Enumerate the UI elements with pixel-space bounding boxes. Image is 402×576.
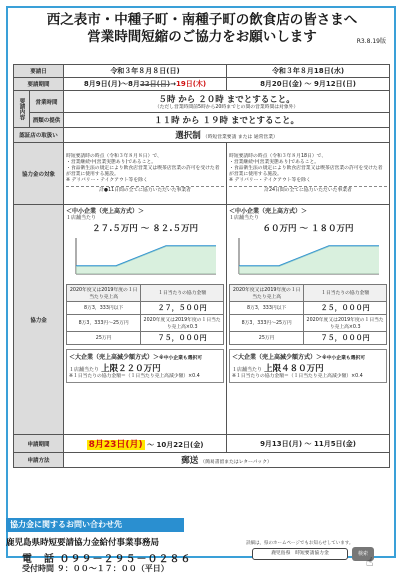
target1-line3: ・食品衛生法の規定により飲食店営業又は喫茶店営業の許可を受けた者が営業に使用する施設。 <box>66 165 220 177</box>
large-head-1: ＜大企業（売上高減少額方式）＞ <box>69 353 160 361</box>
large-per-1: １店舗当たり <box>69 366 100 373</box>
detail-note: 詳細は，県のホームページでもお知らせしています。 <box>246 541 354 546</box>
large-box-1 <box>66 349 224 383</box>
amount-1 <box>64 205 227 435</box>
table-cell: 25万円 <box>230 331 304 344</box>
sme-table2-h1: 2020年度又は2019年度の１日当たり売上高 <box>230 284 304 301</box>
search-input[interactable]: 鹿児島県 時短要請協力金 <box>252 548 348 560</box>
period1-new-end: 19日(木) <box>175 80 207 88</box>
sme-graph-2 <box>229 234 384 280</box>
target-1 <box>64 143 227 205</box>
method-value: 郵送 <box>181 456 199 466</box>
period-label: 要請期間 <box>14 78 64 91</box>
alcohol-value: １１時 から １９時 までとすること。 <box>64 113 390 128</box>
hours-line <box>22 563 169 574</box>
large-calc-2: ※１日当たりの協力金額＝（１日当たり売上高減少額）×0.4 <box>232 373 363 379</box>
sme-per-1: １店舗当たり <box>66 215 97 221</box>
certified-value: 選択制 <box>175 131 201 141</box>
target1-line1: 時短要請時の時点（令和３年８月８日）で、 <box>66 153 162 159</box>
target2-line2: ・営業継続中(営業実態あり)であること。 <box>229 159 320 165</box>
sme-head-2: ＜中小企業（売上高方式）＞ <box>229 208 308 215</box>
large-limit-1: 上限２２０万円 <box>101 363 161 374</box>
title-line2: 営業時間短縮のご協力をお願いします <box>87 29 317 45</box>
hours-note: （ただし営業時間前5時から20時までとの間の営業時間は対象外） <box>154 104 299 110</box>
hours-cell <box>64 91 390 113</box>
target2-line3: ・食品衛生法の規定により飲食店営業又は喫茶店営業の許可を受けた者が営業に使用する施設。 <box>229 165 383 177</box>
large-head-2: ＜大企業（売上高減少額方式）＞ <box>232 353 323 361</box>
table-cell: ７５，０００円 <box>141 331 224 344</box>
office-name: 鹿児島県時短要請協力金給付事業事務局 <box>6 538 160 548</box>
table-cell: 8万3，333円～25万円 <box>230 314 304 331</box>
contents-vertical-label: 要請内容 <box>14 91 30 128</box>
apply1-end: ～ 10月22日(金) <box>147 441 204 449</box>
target-label: 協力金の対象 <box>14 143 64 205</box>
method-note: （簡易書留またはレターパック） <box>200 460 272 465</box>
certified-note: （時短営業要請 または 通常営業） <box>202 135 278 140</box>
pointer-cursor-icon: ☝ <box>366 555 374 569</box>
phone-label: 電 話 <box>22 554 55 565</box>
page-title <box>14 12 390 46</box>
request-date-2: 令和３年８月18日(水) <box>227 65 390 78</box>
sme-graph-1 <box>66 234 221 280</box>
large-calc-1: ※１日当たりの協力金額＝（１日当たり売上高減少額）×0.4 <box>69 373 200 379</box>
table-cell: ２５，０００円 <box>304 301 387 314</box>
large-box-2 <box>229 349 387 383</box>
alcohol-label: 酒類の提供 <box>30 113 64 128</box>
table-cell: 8万3，333円以下 <box>230 301 304 314</box>
target1-days: 計●11日間の全てに協力いただいた事業者 <box>66 186 224 194</box>
version-label: R3.8.19版 <box>356 38 386 45</box>
sme-range-1: ２７.５万円 ～ ８２.５万円 <box>92 223 198 234</box>
method-cell <box>64 453 390 468</box>
sme-per-2: １店舗当たり <box>229 215 260 221</box>
amount-label: 協力金 <box>14 205 64 435</box>
table-cell: 2020年度又は2019年度の１日当たり売上高×0.3 <box>304 314 387 331</box>
table-cell: 25万円 <box>67 331 141 344</box>
table-cell: 8万3，333円以下 <box>67 301 141 314</box>
certified-cell <box>64 128 390 143</box>
hours-value: ５時 から ２０時 までとすること。 <box>158 94 295 105</box>
table-cell: 2020年度又は2019年度の１日当たり売上高×0.3 <box>141 314 224 331</box>
sme-table2-h2: １日当たりの協力金額 <box>304 284 387 301</box>
table-cell: 8万3，333円～25万円 <box>67 314 141 331</box>
sme-table-2 <box>229 284 387 345</box>
period1-struck: 22日(日) <box>139 80 171 88</box>
apply-period-1 <box>64 435 227 453</box>
table-cell: ７５，０００円 <box>304 331 387 344</box>
request-date-1: 令和３年８月８日(日) <box>64 65 227 78</box>
request-table <box>13 64 390 468</box>
target2-days: 計24日間の全てに協力いただいた事業者 <box>229 186 387 194</box>
table-cell: ２７，５００円 <box>141 301 224 314</box>
title-line1: 西之表市・中種子町・南種子町の飲食店の皆さまへ <box>46 12 358 28</box>
amount-2 <box>227 205 390 435</box>
phone-number: ０９９－２９５－０２８６ <box>59 554 192 565</box>
sme-table1-h2: １日当たりの協力金額 <box>141 284 224 301</box>
target1-line4: ※ デリバリー・テイクアウト等を除く <box>66 177 148 183</box>
contact-bar: 協力金に関するお問い合わせ先 <box>6 518 184 532</box>
method-label: 申請方法 <box>14 453 64 468</box>
request-date-label: 要請日 <box>14 65 64 78</box>
target2-line1: 時短要請時の時点（令和３年８月18日）で、 <box>229 153 327 159</box>
search-button[interactable]: 検索 <box>352 547 374 561</box>
large-note-2: ※中小企業も選択可 <box>322 355 366 361</box>
target2-line4: ※ デリバリー・テイクアウト等を除く <box>229 177 311 183</box>
sme-head-1: ＜中小企業（売上高方式）＞ <box>66 208 145 215</box>
sme-table-1 <box>66 284 224 345</box>
apply1-start: 8月23日(月) <box>88 440 143 450</box>
reception-hours-label: 受付時間 <box>22 564 54 573</box>
large-note-1: ※中小企業も選択可 <box>159 355 203 361</box>
target1-line2: ・営業継続中(営業実態あり)であること。 <box>66 159 157 165</box>
apply-label: 申請期間 <box>14 435 64 453</box>
sme-table1-h1: 2020年度又は2019年度の１日当たり売上高 <box>67 284 141 301</box>
period1-start: 8月9日(月)～8月 <box>83 80 140 88</box>
period-1 <box>64 78 227 91</box>
large-limit-2: 上限４８０万円 <box>264 363 324 374</box>
sme-range-2: ６０万円 ～ １８０万円 <box>262 223 354 234</box>
period-2: 8月20日(金) ～ 9月12日(日) <box>227 78 390 91</box>
reception-hours: ９：００～１７：００（平日） <box>56 564 169 573</box>
certified-label: 認証店の取扱い <box>14 128 64 143</box>
target-2 <box>227 143 390 205</box>
large-per-2: １店舗当たり <box>232 366 263 373</box>
hours-label: 営業時間 <box>30 91 64 113</box>
period1-arrow: → <box>170 80 176 88</box>
apply-period-2: 9月13日(月) ～ 11月5日(金) <box>227 435 390 453</box>
